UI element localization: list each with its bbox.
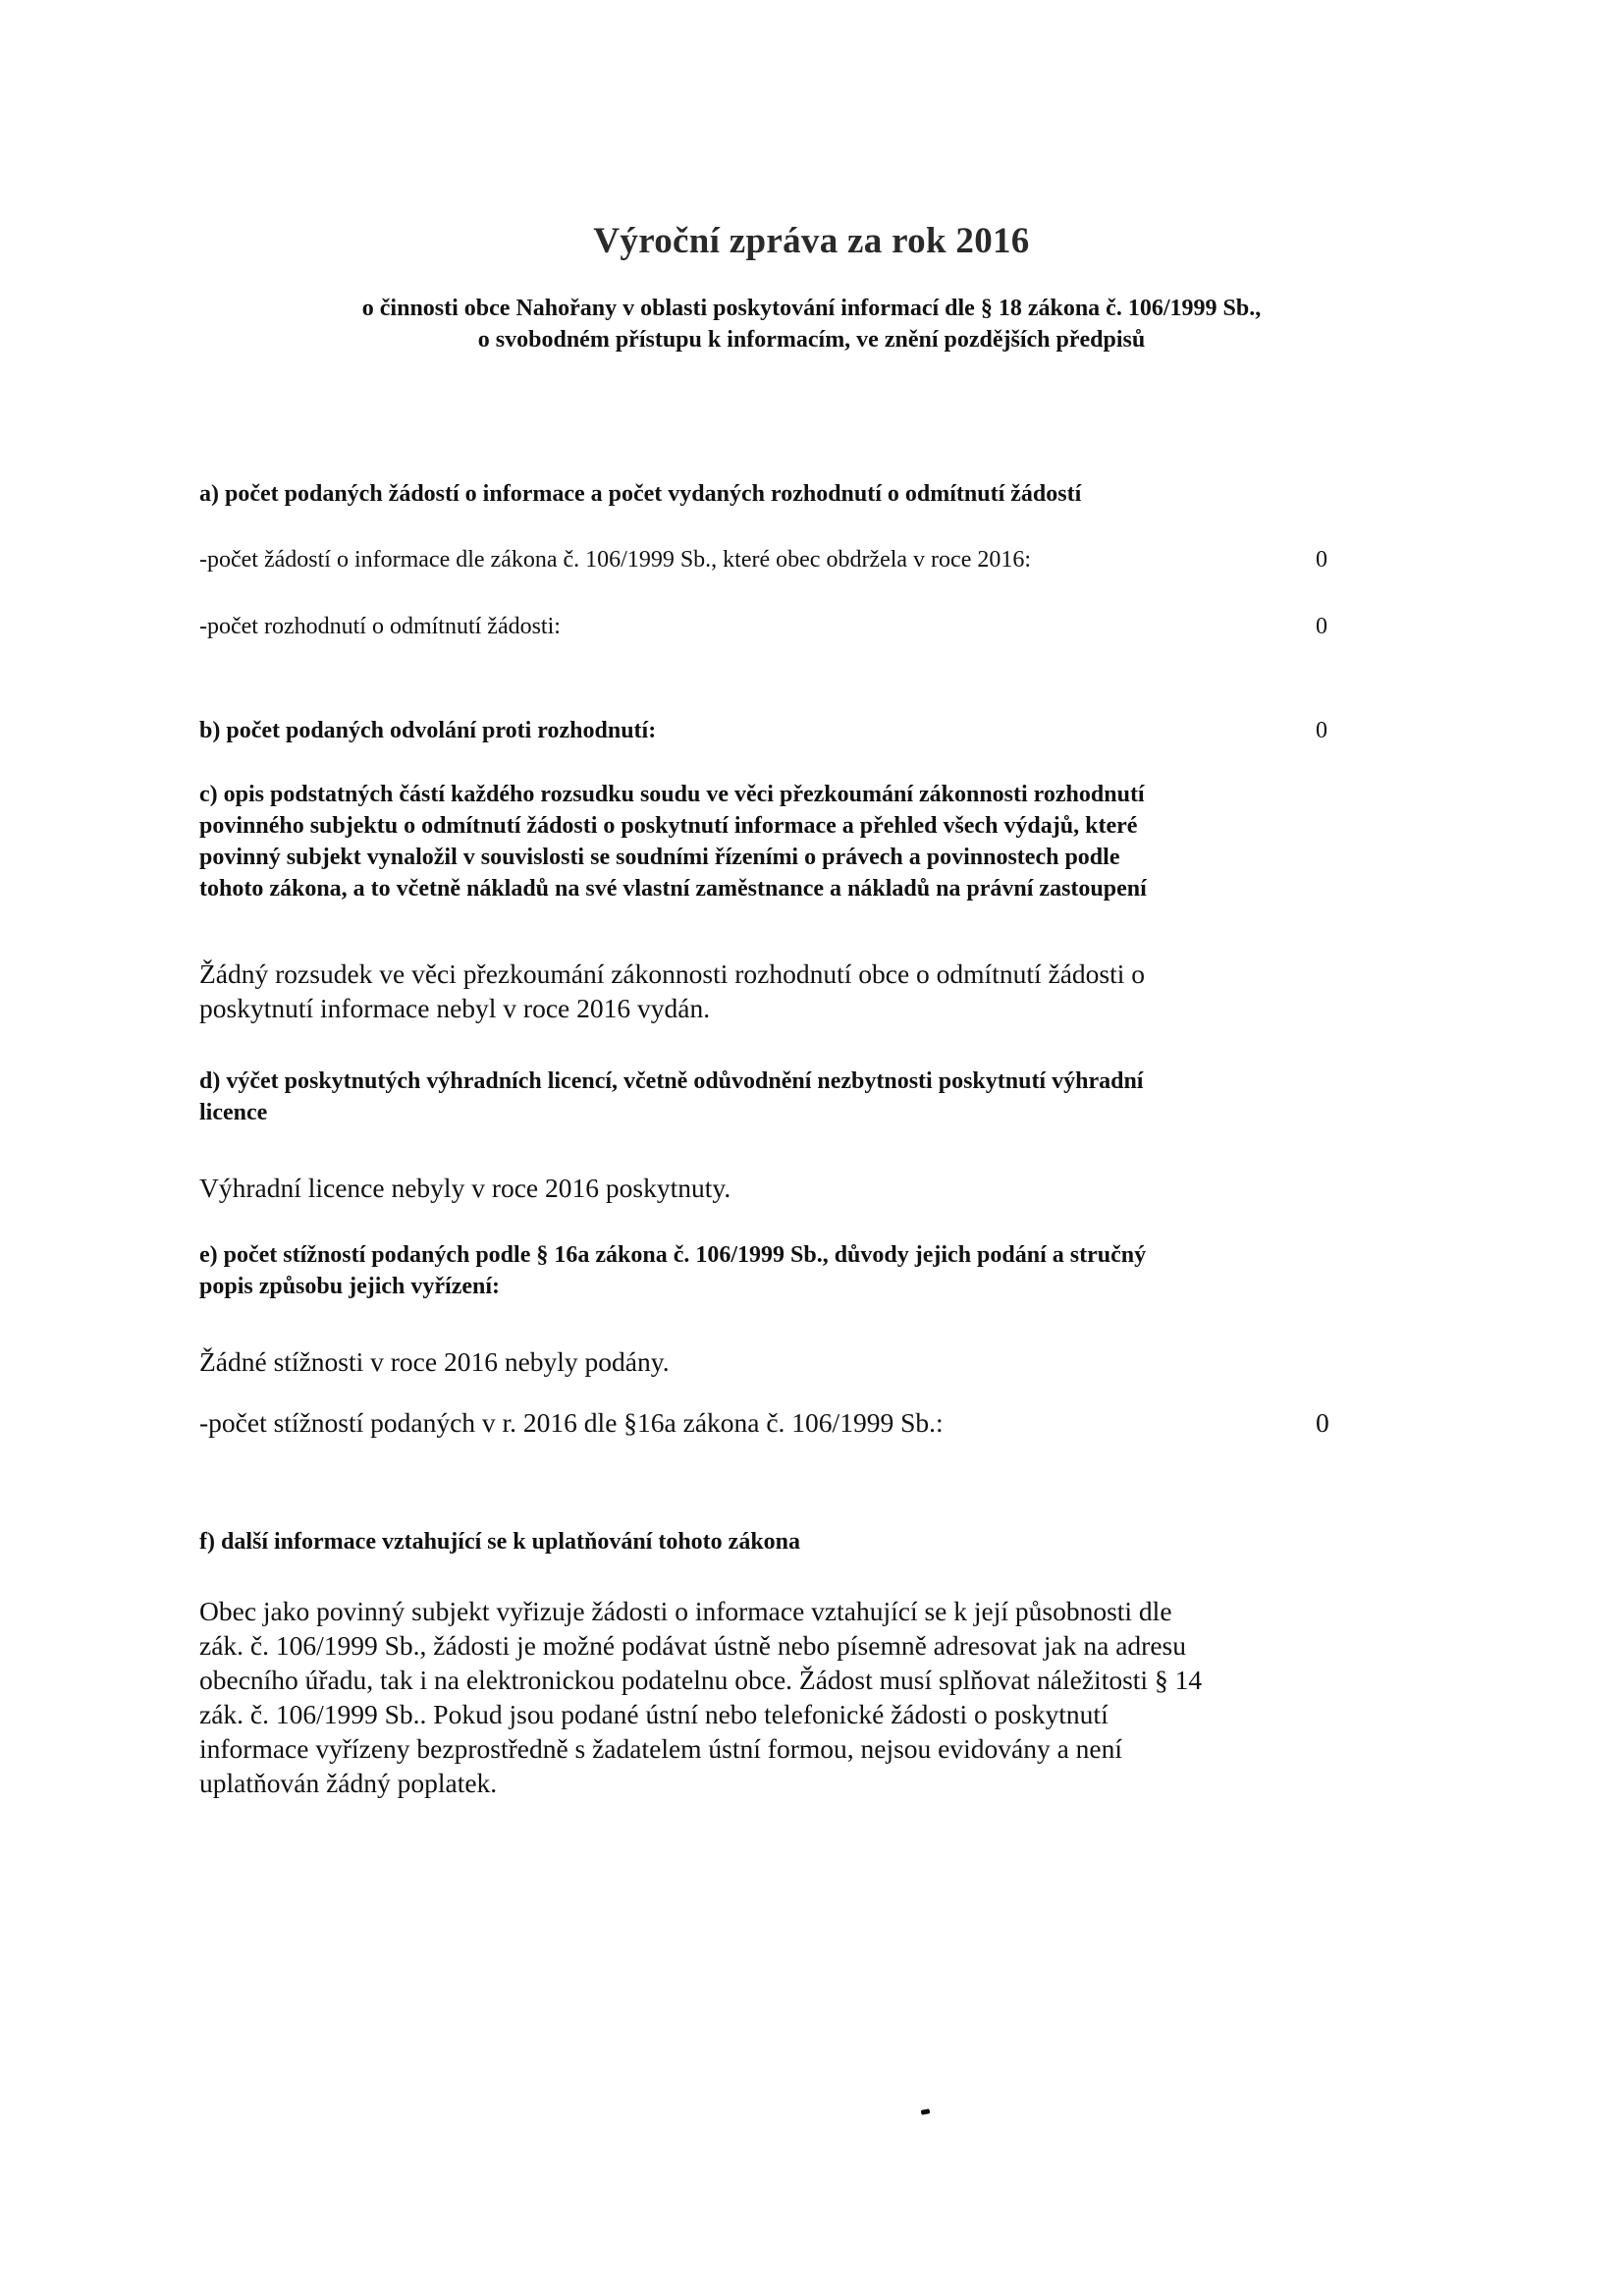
section-f-body-line-3: obecního úřadu, tak i na elektronickou podatelnu obce. Žádost musí splňovat náležitosti § 14 [199,1665,1203,1695]
section-a-heading: a) počet podaných žádostí o informace a počet vydaných rozhodnutí o odmítnutí žádostí [199,481,1082,507]
section-e-row-value: 0 [1316,1407,1329,1438]
section-e-heading-line-1: e) počet stížností podaných podle § 16a zákona č. 106/1999 Sb., důvody jejich podání a stručný [199,1242,1147,1268]
section-d-heading-line-2: licence [199,1100,268,1125]
section-c-body-line-2: poskytnutí informace nebyl v roce 2016 vydán. [199,993,711,1023]
section-c-heading-line-4: tohoto zákona, a to včetně nákladů na své vlastní zaměstnance a nákladů na právní zastoupení [199,876,1147,902]
section-f-body-line-2: zák. č. 106/1999 Sb., žádosti je možné podávat ústně nebo písemně adresovat jak na adresu [199,1630,1186,1661]
section-a-row-requests-label: -počet žádostí o informace dle zákona č. 106/1999 Sb., které obec obdržela v roce 2016: [199,547,1032,573]
section-f-body-line-6: uplatňován žádný poplatek. [199,1768,498,1798]
section-f-body-line-1: Obec jako povinný subjekt vyřizuje žádosti o informace vztahující se k její působnosti dle [199,1596,1172,1626]
section-d-body: Výhradní licence nebyly v roce 2016 poskytnuty. [199,1173,731,1203]
subtitle-line-1: o činnosti obce Nahořany v oblasti poskytování informací dle § 18 zákona č. 106/1999 Sb., [361,296,1262,321]
section-d-heading-line-1: d) výčet poskytnutých výhradních licencí, včetně odůvodnění nezbytnosti poskytnutí výhradní [199,1068,1144,1094]
section-c-body-line-1: Žádný rozsudek ve věci přezkoumání zákonnosti rozhodnutí obce o odmítnutí žádosti o [199,958,1146,989]
section-f-body-line-4: zák. č. 106/1999 Sb.. Pokud jsou podané ústní nebo telefonické žádosti o poskytnutí [199,1699,1109,1729]
section-a-row-refusals-value: 0 [1316,614,1327,639]
document-title: Výroční zpráva za rok 2016 [593,221,1030,261]
subtitle-line-2: o svobodném přístupu k informacím, ve znění pozdějších předpisů [477,327,1146,353]
scan-speck [921,2108,931,2114]
section-e-heading-line-2: popis způsobu jejich vyřízení: [199,1274,501,1299]
section-e-body: Žádné stížnosti v roce 2016 nebyly podány. [199,1346,670,1377]
section-e-row-label: -počet stížností podaných v r. 2016 dle §16a zákona č. 106/1999 Sb.: [199,1407,944,1438]
section-a-row-requests-value: 0 [1316,547,1327,573]
section-a-row-refusals-label: -počet rozhodnutí o odmítnutí žádosti: [199,614,561,639]
section-c-heading-line-3: povinný subjekt vynaložil v souvislosti se soudními řízeními o právech a povinnostech podle [199,845,1120,870]
section-c-heading-line-1: c) opis podstatných částí každého rozsudku soudu ve věci přezkoumání zákonnosti rozhodnutí [199,782,1145,807]
section-b-heading: b) počet podaných odvolání proti rozhodnutí: [199,718,657,743]
section-b-value: 0 [1316,718,1327,743]
section-c-heading-line-2: povinného subjektu o odmítnutí žádosti o poskytnutí informace a přehled všech výdajů, které [199,813,1138,839]
section-f-body-line-5: informace vyřízeny bezprostředně s žadatelem ústní formou, nejsou evidovány a není [199,1733,1123,1764]
section-f-heading: f) další informace vztahující se k uplatňování tohoto zákona [199,1529,801,1555]
